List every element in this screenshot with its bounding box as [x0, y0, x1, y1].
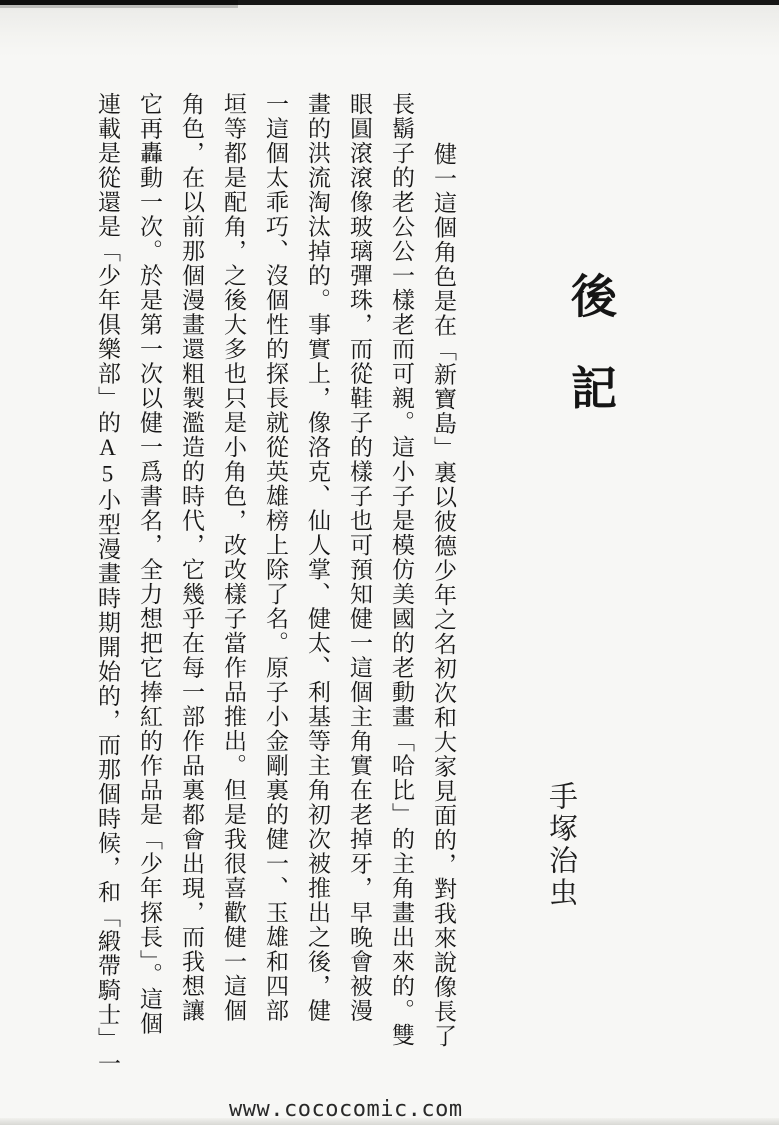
watermark: www.cococomic.com	[229, 1097, 463, 1122]
text-column: 垣等都是配角，之後大多也只是小角色，改改樣子當作品推出。但是我很喜歡健一這個	[221, 92, 246, 1023]
scan-shade-top	[0, 5, 779, 57]
page-title: 後記	[565, 272, 616, 456]
text-column: 畫的洪流淘汰掉的。事實上，像洛克、仙人掌、健太、利基等主角初次被推出之後，健	[305, 92, 330, 1023]
text-column: 一這個太乖巧、沒個性的探長就從英雄榜上除了名。原子小金剛裏的健一、玉雄和四部	[263, 92, 288, 1023]
text-column: 連載是從還是「少年俱樂部」的A5小型漫畫時期開始的，而那個時候，和「緞帶騎士」一	[95, 92, 120, 1076]
text-column: 眼圓滾滾像玻璃彈珠，而從鞋子的樣子也可預知健一這個主角實在老掉牙，早晚會被漫	[347, 92, 372, 1023]
afterword-body-text	[86, 92, 464, 1077]
text-column: 它再轟動一次。於是第一次以健一爲書名，全力想把它捧紅的作品是「少年探長」。這個	[137, 92, 162, 1036]
author-name: 手塚治虫	[545, 781, 577, 909]
text-column: 角色，在以前那個漫畫還粗製濫造的時代，它幾乎在每一部作品裏都會出現，而我想讓	[179, 92, 204, 1023]
text-column: 長鬍子的老公公一樣老而可親。這小子是模仿美國的老動畫「哈比」的主角畫出來的。雙	[389, 92, 414, 1048]
text-column: 健一這個角色是在「新寶島」裏以彼德少年之名初次和大家見面的，對我來說像長了	[431, 142, 456, 1049]
